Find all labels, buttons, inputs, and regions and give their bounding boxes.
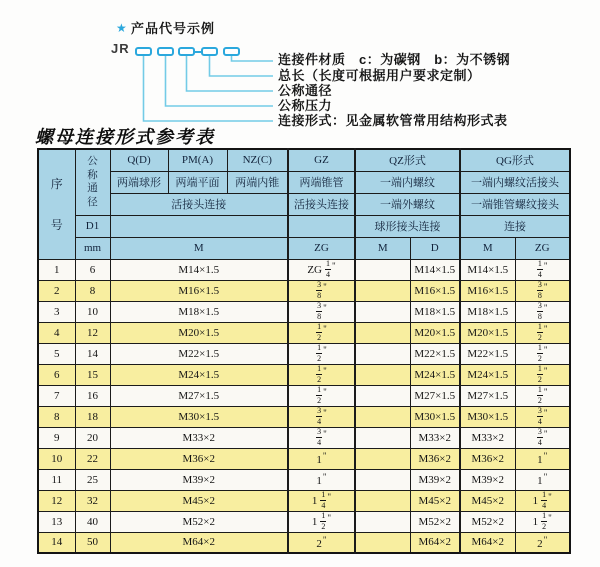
cell-qg-zg: 1 $\frac{1}{4}$ " xyxy=(515,490,570,511)
cell-dn: 22 xyxy=(75,448,110,469)
cell-qg-zg: $\frac{1}{4}$ " xyxy=(515,259,570,280)
cell-m: M45×2 xyxy=(110,490,288,511)
cell-dn: 14 xyxy=(75,343,110,364)
cell-seq: 14 xyxy=(38,532,75,553)
header-desc: 活接头连接 xyxy=(110,193,288,215)
cell-qg-zg: 2" xyxy=(515,532,570,553)
cell-m: M36×2 xyxy=(110,448,288,469)
table-row xyxy=(38,364,570,385)
fraction: $\frac{1}{2}$ xyxy=(537,385,542,405)
fraction: $\frac{1}{4}$ xyxy=(321,490,326,510)
cell-seq: 3 xyxy=(38,301,75,322)
table-row xyxy=(38,280,570,301)
fraction: $\frac{3}{4}$ xyxy=(317,427,322,447)
table-row xyxy=(38,343,570,364)
fraction: $\frac{3}{8}$ xyxy=(537,280,542,300)
header-d1: D1 xyxy=(75,215,110,237)
cell-dn: 32 xyxy=(75,490,110,511)
header-mm: mm xyxy=(75,237,110,259)
fraction: $\frac{1}{2}$ xyxy=(537,343,542,363)
cell-qz-m xyxy=(355,511,410,532)
cell-qz-m xyxy=(355,343,410,364)
code-label-length: 总长（长度可根据用户要求定制） xyxy=(278,68,481,83)
cell-qz-d: M18×1.5 xyxy=(410,301,460,322)
cell-dn: 6 xyxy=(75,259,110,280)
cell-qz-m xyxy=(355,406,410,427)
header-desc: 一端内螺纹 xyxy=(355,171,460,193)
cell-seq: 8 xyxy=(38,406,75,427)
cell-gz: ZG $\frac{1}{4}$ " xyxy=(288,259,355,280)
cell-seq: 1 xyxy=(38,259,75,280)
diagram-heading: 产品代号示例 xyxy=(131,21,216,36)
cell-m: M52×2 xyxy=(110,511,288,532)
fraction: $\frac{1}{2}$ xyxy=(317,322,322,342)
cell-gz: $\frac{1}{2}$ " xyxy=(288,385,355,406)
cell-m: M24×1.5 xyxy=(110,364,288,385)
cell-dn: 16 xyxy=(75,385,110,406)
table-title: 螺母连接形式参考表 xyxy=(35,127,215,148)
cell-m: M64×2 xyxy=(110,532,288,553)
cell-qz-m xyxy=(355,364,410,385)
cell-seq: 7 xyxy=(38,385,75,406)
header-empty xyxy=(288,215,355,237)
col-header-seq: 序 号 xyxy=(38,149,75,259)
header-desc: 两端球形 xyxy=(110,171,168,193)
cell-qg-zg: $\frac{3}{4}$ " xyxy=(515,406,570,427)
header-empty xyxy=(110,215,288,237)
cell-gz: $\frac{3}{4}$ " xyxy=(288,406,355,427)
nut-connection-reference-table xyxy=(37,148,571,554)
cell-dn: 8 xyxy=(75,280,110,301)
cell-m: M30×1.5 xyxy=(110,406,288,427)
cell-qg-zg: $\frac{1}{2}$ " xyxy=(515,364,570,385)
cell-m: M39×2 xyxy=(110,469,288,490)
fraction: $\frac{1}{4}$ xyxy=(537,259,542,279)
cell-qg-m: M52×2 xyxy=(460,511,515,532)
cell-gz: 1 $\frac{1}{2}$ " xyxy=(288,511,355,532)
code-label-pressure: 公称压力 xyxy=(278,98,333,113)
cell-gz: $\frac{1}{2}$ " xyxy=(288,322,355,343)
cell-qz-m xyxy=(355,259,410,280)
header-unit: D xyxy=(410,237,460,259)
cell-qg-m: M27×1.5 xyxy=(460,385,515,406)
fraction: $\frac{3}{8}$ xyxy=(317,301,322,321)
fraction: $\frac{1}{2}$ xyxy=(537,322,542,342)
cell-qg-m: M22×1.5 xyxy=(460,343,515,364)
cell-m: M18×1.5 xyxy=(110,301,288,322)
cell-qg-m: M24×1.5 xyxy=(460,364,515,385)
cell-qz-d: M36×2 xyxy=(410,448,460,469)
cell-m: M33×2 xyxy=(110,427,288,448)
cell-qg-zg: $\frac{1}{2}$ " xyxy=(515,385,570,406)
header-desc: 一端外螺纹 xyxy=(355,193,460,215)
table-row xyxy=(38,385,570,406)
fraction: $\frac{3}{8}$ xyxy=(317,280,322,300)
header-unit: ZG xyxy=(515,237,570,259)
col-header-pma: PM(A) xyxy=(168,149,227,171)
table-row xyxy=(38,511,570,532)
cell-qg-m: M18×1.5 xyxy=(460,301,515,322)
cell-gz: 1" xyxy=(288,469,355,490)
header-unit: M xyxy=(110,237,288,259)
cell-dn: 18 xyxy=(75,406,110,427)
cell-gz: $\frac{3}{8}$ " xyxy=(288,301,355,322)
cell-seq: 9 xyxy=(38,427,75,448)
cell-qz-m xyxy=(355,301,410,322)
code-label-material: 连接件材质 c：为碳钢 b：为不锈钢 xyxy=(278,52,511,67)
col-header-qz: QZ形式 xyxy=(355,149,460,171)
header-desc: 连接 xyxy=(460,215,570,237)
cell-qg-m: M20×1.5 xyxy=(460,322,515,343)
cell-qg-zg: $\frac{3}{8}$ " xyxy=(515,301,570,322)
cell-qz-d: M52×2 xyxy=(410,511,460,532)
fraction: $\frac{1}{4}$ xyxy=(325,259,330,279)
header-unit: M xyxy=(355,237,410,259)
cell-qz-m xyxy=(355,469,410,490)
cell-qg-zg: 1 $\frac{1}{2}$ " xyxy=(515,511,570,532)
cell-gz: $\frac{3}{4}$ " xyxy=(288,427,355,448)
cell-gz: 1" xyxy=(288,448,355,469)
cell-qz-m xyxy=(355,427,410,448)
cell-dn: 25 xyxy=(75,469,110,490)
cell-m: M20×1.5 xyxy=(110,322,288,343)
cell-qz-d: M27×1.5 xyxy=(410,385,460,406)
cell-qg-zg: $\frac{1}{2}$ " xyxy=(515,343,570,364)
header-desc: 一端内螺纹活接头 xyxy=(460,171,570,193)
fraction: $\frac{1}{4}$ xyxy=(542,490,547,510)
cell-seq: 11 xyxy=(38,469,75,490)
table-row xyxy=(38,259,570,280)
fraction: $\frac{3}{4}$ xyxy=(317,406,322,426)
cell-gz: $\frac{1}{2}$ " xyxy=(288,343,355,364)
header-desc: 两端锥管 xyxy=(288,171,355,193)
cell-qz-m xyxy=(355,385,410,406)
cell-qg-m: M30×1.5 xyxy=(460,406,515,427)
cell-qz-m xyxy=(355,490,410,511)
header-unit: M xyxy=(460,237,515,259)
fraction: $\frac{3}{4}$ xyxy=(537,406,542,426)
product-code-prefix: JR xyxy=(111,41,130,56)
cell-gz: 2" xyxy=(288,532,355,553)
cell-dn: 15 xyxy=(75,364,110,385)
table-row xyxy=(38,406,570,427)
header-desc: 两端平面 xyxy=(168,171,227,193)
fraction: $\frac{3}{8}$ xyxy=(537,301,542,321)
cell-qz-m xyxy=(355,532,410,553)
table-row xyxy=(38,301,570,322)
header-desc: 一端锥管螺纹接头 xyxy=(460,193,570,215)
cell-qg-zg: $\frac{1}{2}$ " xyxy=(515,322,570,343)
cell-qz-m xyxy=(355,322,410,343)
cell-seq: 13 xyxy=(38,511,75,532)
cell-qg-m: M45×2 xyxy=(460,490,515,511)
cell-seq: 6 xyxy=(38,364,75,385)
cell-m: M14×1.5 xyxy=(110,259,288,280)
cell-qg-m: M36×2 xyxy=(460,448,515,469)
fraction: $\frac{1}{2}$ xyxy=(537,364,542,384)
fraction: $\frac{1}{2}$ xyxy=(542,511,547,531)
fraction: $\frac{1}{2}$ xyxy=(317,385,322,405)
cell-gz: 1 $\frac{1}{4}$ " xyxy=(288,490,355,511)
cell-gz: $\frac{3}{8}$ " xyxy=(288,280,355,301)
cell-dn: 10 xyxy=(75,301,110,322)
cell-dn: 50 xyxy=(75,532,110,553)
cell-qg-zg: $\frac{3}{4}$ " xyxy=(515,427,570,448)
header-desc: 球形接头连接 xyxy=(355,215,460,237)
cell-gz: $\frac{1}{2}$ " xyxy=(288,364,355,385)
cell-qz-d: M22×1.5 xyxy=(410,343,460,364)
cell-seq: 5 xyxy=(38,343,75,364)
cell-seq: 12 xyxy=(38,490,75,511)
table-row xyxy=(38,490,570,511)
cell-dn: 40 xyxy=(75,511,110,532)
table-row xyxy=(38,532,570,553)
col-header-dn: 公 称 通 径 xyxy=(75,149,110,215)
code-label-diameter: 公称通径 xyxy=(278,83,333,98)
fraction: $\frac{1}{2}$ xyxy=(321,511,326,531)
table-row xyxy=(38,469,570,490)
cell-qz-m xyxy=(355,280,410,301)
fraction: $\frac{3}{4}$ xyxy=(537,427,542,447)
header-unit: ZG xyxy=(288,237,355,259)
cell-qg-m: M39×2 xyxy=(460,469,515,490)
cell-dn: 12 xyxy=(75,322,110,343)
header-desc: 活接头连接 xyxy=(288,193,355,215)
cell-qz-d: M24×1.5 xyxy=(410,364,460,385)
cell-m: M22×1.5 xyxy=(110,343,288,364)
cell-seq: 4 xyxy=(38,322,75,343)
col-header-qd: Q(D) xyxy=(110,149,168,171)
cell-qz-d: M14×1.5 xyxy=(410,259,460,280)
cell-seq: 2 xyxy=(38,280,75,301)
cell-qz-d: M30×1.5 xyxy=(410,406,460,427)
cell-m: M16×1.5 xyxy=(110,280,288,301)
cell-dn: 20 xyxy=(75,427,110,448)
cell-qg-zg: $\frac{3}{8}$ " xyxy=(515,280,570,301)
header-desc: 两端内锥 xyxy=(227,171,288,193)
cell-qg-m: M33×2 xyxy=(460,427,515,448)
table-row xyxy=(38,427,570,448)
table-row xyxy=(38,322,570,343)
cell-m: M27×1.5 xyxy=(110,385,288,406)
table-row xyxy=(38,448,570,469)
cell-qz-d: M20×1.5 xyxy=(410,322,460,343)
col-header-nzc: NZ(C) xyxy=(227,149,288,171)
cell-qg-zg: 1" xyxy=(515,448,570,469)
star-icon: ★ xyxy=(116,21,127,35)
fraction: $\frac{1}{2}$ xyxy=(317,343,322,363)
cell-qg-m: M64×2 xyxy=(460,532,515,553)
cell-qz-d: M64×2 xyxy=(410,532,460,553)
cell-qz-d: M39×2 xyxy=(410,469,460,490)
cell-qg-zg: 1" xyxy=(515,469,570,490)
cell-qg-m: M16×1.5 xyxy=(460,280,515,301)
fraction: $\frac{1}{2}$ xyxy=(317,364,322,384)
col-header-gz: GZ xyxy=(288,149,355,171)
col-header-qg: QG形式 xyxy=(460,149,570,171)
cell-qg-m: M14×1.5 xyxy=(460,259,515,280)
cell-qz-d: M45×2 xyxy=(410,490,460,511)
code-label-connection: 连接形式：见金属软管常用结构形式表 xyxy=(278,113,508,128)
cell-qz-d: M33×2 xyxy=(410,427,460,448)
cell-qz-d: M16×1.5 xyxy=(410,280,460,301)
cell-seq: 10 xyxy=(38,448,75,469)
cell-qz-m xyxy=(355,448,410,469)
